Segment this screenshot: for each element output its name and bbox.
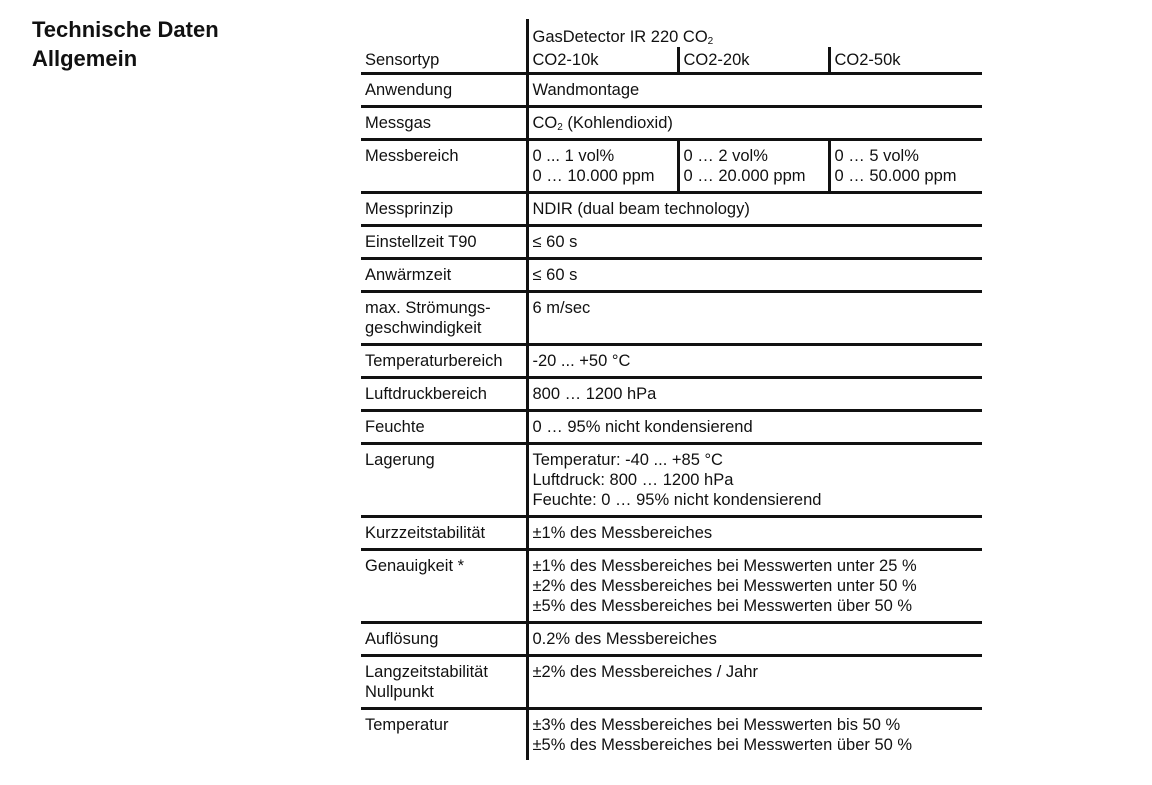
row-label: Messbereich bbox=[361, 140, 527, 193]
product-name-text: GasDetector IR 220 CO bbox=[532, 28, 708, 46]
spec-row-luftdruckbereich bbox=[361, 378, 982, 411]
value-line: Luftdruck: 800 … 1200 hPa bbox=[532, 471, 734, 489]
value-line: Temperatur: -40 ... +85 °C bbox=[532, 451, 723, 469]
row-value: NDIR (dual beam technology) bbox=[527, 193, 982, 226]
row-label: Temperatur bbox=[361, 709, 527, 761]
value-line: Feuchte: 0 … 95% nicht kondensierend bbox=[532, 491, 822, 509]
row-value bbox=[527, 709, 982, 761]
product-name-subscript: 2 bbox=[707, 36, 714, 47]
row-label: Genauigkeit * bbox=[361, 550, 527, 623]
spec-row-temperatur bbox=[361, 709, 982, 761]
value-line: ±5% des Messbereiches bei Messwerten über 50 % bbox=[532, 736, 913, 754]
value-line: ±3% des Messbereiches bei Messwerten bis 50 % bbox=[532, 716, 901, 734]
spec-row-aufloesung bbox=[361, 623, 982, 656]
row-label: Einstellzeit T90 bbox=[361, 226, 527, 259]
range-vol: 0 ... 1 vol% bbox=[532, 147, 615, 165]
range-vol: 0 … 5 vol% bbox=[834, 147, 919, 165]
value-line: ±5% des Messbereiches bei Messwerten über 50 % bbox=[532, 597, 913, 615]
spec-row-temperaturbereich bbox=[361, 345, 982, 378]
sensor-variant-1: CO2-10k bbox=[527, 47, 678, 74]
row-label-line: max. Strömungs- bbox=[365, 299, 491, 317]
row-value: 0 … 95% nicht kondensierend bbox=[527, 411, 982, 444]
product-name bbox=[527, 19, 982, 47]
row-value: ±1% des Messbereiches bbox=[527, 517, 982, 550]
row-value: ≤ 60 s bbox=[527, 226, 982, 259]
spec-row-messprinzip bbox=[361, 193, 982, 226]
range-cell-1 bbox=[527, 140, 678, 193]
header-empty-cell bbox=[361, 19, 527, 47]
row-label: Temperaturbereich bbox=[361, 345, 527, 378]
row-value: 0.2% des Messbereiches bbox=[527, 623, 982, 656]
range-ppm: 0 … 20.000 ppm bbox=[683, 167, 806, 185]
spec-row-langzeitstabilitaet bbox=[361, 656, 982, 709]
spec-row-messbereich bbox=[361, 140, 982, 193]
row-value: -20 ... +50 °C bbox=[527, 345, 982, 378]
sensor-variant-2: CO2-20k bbox=[678, 47, 829, 74]
spec-row-genauigkeit bbox=[361, 550, 982, 623]
row-label: Messprinzip bbox=[361, 193, 527, 226]
range-cell-3 bbox=[829, 140, 982, 193]
row-label: Kurzzeitstabilität bbox=[361, 517, 527, 550]
range-ppm: 0 … 10.000 ppm bbox=[532, 167, 655, 185]
row-label: Luftdruckbereich bbox=[361, 378, 527, 411]
spec-row-anwendung bbox=[361, 74, 982, 107]
spec-row-messgas bbox=[361, 107, 982, 140]
spec-row-lagerung bbox=[361, 444, 982, 517]
row-value bbox=[527, 444, 982, 517]
product-header-row bbox=[361, 19, 982, 47]
row-label: Anwendung bbox=[361, 74, 527, 107]
spec-row-stroemung bbox=[361, 292, 982, 345]
sensor-type-row bbox=[361, 47, 982, 74]
row-label bbox=[361, 656, 527, 709]
row-label: Feuchte bbox=[361, 411, 527, 444]
messgas-name: (Kohlendioxid) bbox=[562, 114, 673, 132]
row-value: ±2% des Messbereiches / Jahr bbox=[527, 656, 982, 709]
row-label: Sensortyp bbox=[361, 47, 527, 74]
range-ppm: 0 … 50.000 ppm bbox=[834, 167, 957, 185]
row-label-line: Langzeitstabilität bbox=[365, 663, 488, 681]
range-cell-2 bbox=[678, 140, 829, 193]
sensor-variant-3: CO2-50k bbox=[829, 47, 982, 74]
row-label-line: Nullpunkt bbox=[365, 683, 434, 701]
section-title bbox=[32, 15, 219, 73]
value-line: ±2% des Messbereiches bei Messwerten unter 50 % bbox=[532, 577, 917, 595]
row-label: Anwärmzeit bbox=[361, 259, 527, 292]
row-value: 6 m/sec bbox=[527, 292, 982, 345]
row-label: Messgas bbox=[361, 107, 527, 140]
row-value bbox=[527, 550, 982, 623]
row-label bbox=[361, 292, 527, 345]
row-value: 800 … 1200 hPa bbox=[527, 378, 982, 411]
spec-row-kurzzeitstabilitaet bbox=[361, 517, 982, 550]
row-value: Wandmontage bbox=[527, 74, 982, 107]
section-title-line-1: Technische Daten bbox=[32, 17, 219, 42]
messgas-subscript: 2 bbox=[557, 122, 563, 133]
section-title-line-2: Allgemein bbox=[32, 46, 138, 71]
messgas-formula: CO bbox=[532, 114, 558, 132]
value-line: ±1% des Messbereiches bei Messwerten unter 25 % bbox=[532, 557, 917, 575]
spec-row-feuchte bbox=[361, 411, 982, 444]
row-value: ≤ 60 s bbox=[527, 259, 982, 292]
spec-row-einstellzeit bbox=[361, 226, 982, 259]
row-label-line: geschwindigkeit bbox=[365, 319, 482, 337]
row-value bbox=[527, 107, 982, 140]
row-label: Auflösung bbox=[361, 623, 527, 656]
spec-table bbox=[361, 19, 982, 760]
range-vol: 0 … 2 vol% bbox=[683, 147, 768, 165]
row-label: Lagerung bbox=[361, 444, 527, 517]
spec-row-anwaermzeit bbox=[361, 259, 982, 292]
